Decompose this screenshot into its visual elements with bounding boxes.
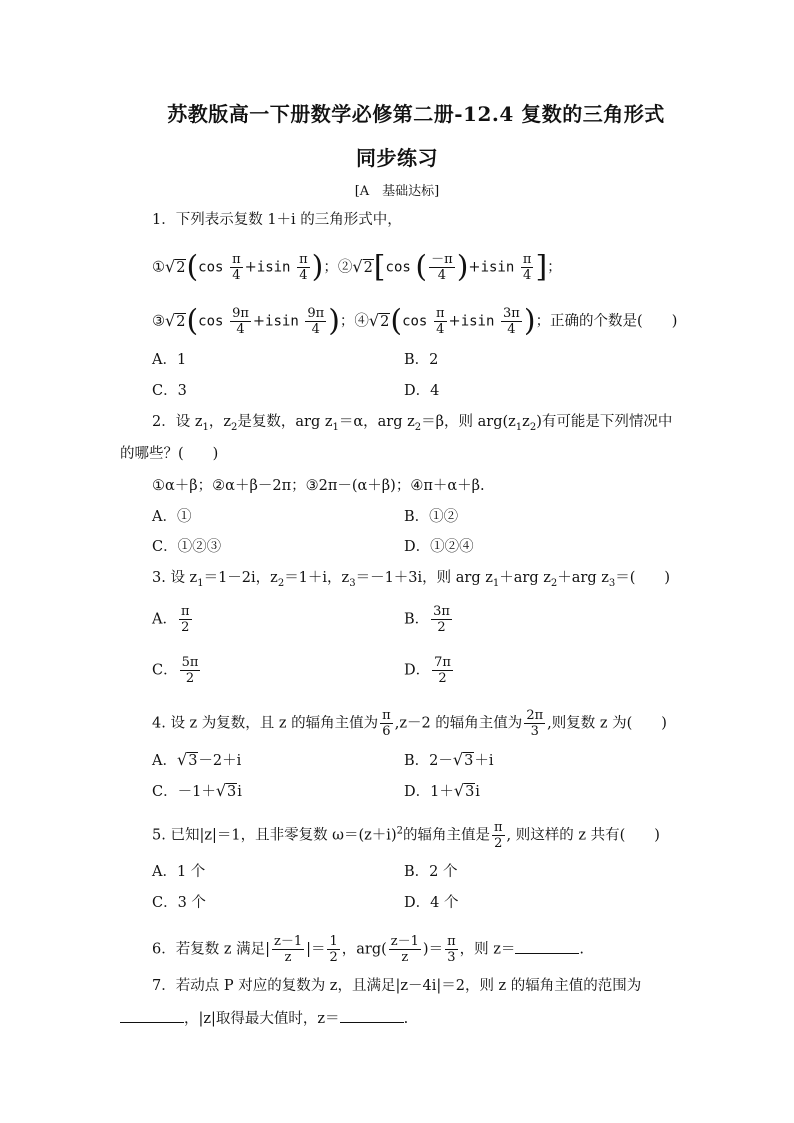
q1-option-d[interactable]: D．4 bbox=[404, 383, 440, 399]
q1-mark-3: ③ bbox=[152, 313, 165, 330]
cos-label: cos bbox=[198, 259, 224, 276]
q1-option-a[interactable]: A．1 bbox=[152, 352, 187, 368]
fraction: $\frac{3\pi}{2}$ bbox=[433, 604, 450, 635]
q7-stem-cont: ，|z|取得最大值时，z＝ . bbox=[120, 1008, 408, 1029]
q3-option-b[interactable]: B． $\frac{3\pi}{2}$ bbox=[404, 604, 450, 635]
q2-option-b[interactable]: B．①② bbox=[404, 509, 459, 525]
sqrt-3: √3 bbox=[453, 781, 475, 800]
q2-option-d[interactable]: D．①②④ bbox=[404, 539, 474, 555]
fraction: $\frac{2\pi}{3}$ bbox=[526, 708, 544, 739]
q1-mark-2: ② bbox=[337, 259, 353, 276]
fraction: $\frac{9\pi}{4}$ bbox=[232, 306, 249, 337]
fraction: $\frac{\pi}{4}$ bbox=[522, 252, 532, 283]
sqrt-3: √3 bbox=[452, 750, 474, 769]
q1-stem: 1．下列表示复数 1＋i 的三角形式中， bbox=[152, 212, 402, 228]
fraction: $\frac{3\pi}{4}$ bbox=[503, 306, 520, 337]
page-subtitle: 同步练习 bbox=[356, 146, 438, 170]
fraction: $\frac{5\pi}{2}$ bbox=[181, 655, 199, 686]
q2-stem: 2．设 $z_1$，$z_2$是复数，arg $z_1=\alpha$，arg $z_2=\beta$，则 $arg(z_1z_2)$有可能是下列情况中 bbox=[152, 414, 673, 433]
q4-option-b[interactable]: B．2－√3＋i bbox=[404, 750, 494, 769]
sqrt-2: √2 bbox=[352, 256, 373, 276]
section-label: [A 基础达标] bbox=[354, 184, 440, 199]
fraction: $\frac{7\pi}{2}$ bbox=[434, 655, 451, 686]
isin-label: isin bbox=[256, 259, 291, 276]
q3-option-d[interactable]: D． $\frac{7\pi}{2}$ bbox=[404, 655, 451, 686]
q4-stem: 4. 设 z 为复数，且 z 的辐角主值为 $\frac{\pi}{6}$ ,z－2 的辐角主值为 $\frac{2\pi}{3}$ ,则复数 z 为( ) bbox=[152, 708, 667, 739]
q1-mark-1: ① bbox=[152, 259, 165, 276]
q2-stem-cont: 的哪些？( ) bbox=[120, 446, 219, 462]
fraction: $\frac{z-1}{z}$ bbox=[390, 934, 419, 965]
q4-option-c[interactable]: C．－1＋√3i bbox=[152, 781, 242, 800]
q1-tail: ；正确的个数是( ) bbox=[535, 313, 678, 330]
sqrt-2: √2 bbox=[165, 310, 186, 330]
q6-stem: 6．若复数 z 满足| $\frac{z-1}{z}$ |＝ $\frac{1}{2}$ ，arg( $\frac{z-1}{z}$ )＝ $\frac{\pi}{3}$ ，则 z＝ . bbox=[152, 934, 584, 965]
q3-stem: 3. 设 $z_1=1-2i$，$z_2=1+i$，$z_3=-1+3i$，则 arg $z_1+arg$ $z_2+arg$ $z_3=$( ) bbox=[152, 570, 671, 589]
page-title: 苏教版高一下册数学必修第二册-12.4 复数的三角形式 bbox=[167, 102, 665, 126]
q1-mark-4: ④ bbox=[354, 313, 369, 330]
q5-option-b[interactable]: B．2 个 bbox=[404, 864, 458, 880]
q2-option-c[interactable]: C．①②③ bbox=[152, 539, 222, 555]
q7-stem: 7．若动点 P 对应的复数为 z，且满足|z－4i|＝2，则 z 的辐角主值的范围为 bbox=[152, 978, 642, 994]
fraction: $\frac{\pi}{4}$ bbox=[299, 252, 308, 283]
fraction: $\frac{\pi}{2}$ bbox=[493, 820, 503, 851]
fraction: $\frac{\pi}{4}$ bbox=[435, 306, 445, 337]
fraction: $\frac{1}{2}$ bbox=[329, 934, 338, 965]
q1-forms-row2: ③√2(cos $\frac{9\pi}{4}$ +isin $\frac{9\pi}{4}$ )；④√2(cos $\frac{\pi}{4}$ +isin $\frac{3\pi}{4}$ )；正确的个数是( ) bbox=[152, 303, 678, 339]
q4-option-a[interactable]: A．√3－2＋i bbox=[152, 750, 242, 769]
sqrt-3: √3 bbox=[176, 750, 198, 769]
q1-option-b[interactable]: B．2 bbox=[404, 352, 439, 368]
fraction: $\frac{\pi}{3}$ bbox=[447, 934, 456, 965]
q5-option-a[interactable]: A．1 个 bbox=[152, 864, 206, 880]
q5-option-c[interactable]: C．3 个 bbox=[152, 895, 206, 911]
q4-option-d[interactable]: D．1＋√3i bbox=[404, 781, 480, 800]
q5-stem: 5. 已知|z|＝1，且非零复数 $\omega=(z+i)^2$的辐角主值是 $\frac{\pi}{2}$ , 则这样的 z 共有( ) bbox=[152, 820, 660, 851]
q3-option-c[interactable]: C． $\frac{5\pi}{2}$ bbox=[152, 655, 199, 686]
answer-blank[interactable] bbox=[340, 1008, 404, 1023]
fraction: $\frac{\pi}{4}$ bbox=[232, 252, 241, 283]
fraction: $\frac{\pi}{6}$ bbox=[382, 708, 391, 739]
sqrt-2: √2 bbox=[165, 256, 186, 276]
sqrt-2: √2 bbox=[368, 310, 390, 330]
q1-forms-row1: ①√2(cos $\frac{\pi}{4}$ +isin $\frac{\pi}{4}$ )；②√2[cos ( $\frac{-\pi}{4}$ )+isin $\frac{\pi}{4}$ ]； bbox=[152, 249, 562, 285]
q2-cases: ①α＋β；②α＋β－2π；③2π－(α＋β)；④π＋α＋β. bbox=[152, 478, 485, 494]
fraction: $\frac{9\pi}{4}$ bbox=[307, 306, 325, 337]
answer-blank[interactable] bbox=[515, 939, 579, 954]
q5-option-d[interactable]: D．4 个 bbox=[404, 895, 459, 911]
fraction: $\frac{z-1}{z}$ bbox=[273, 934, 303, 965]
q3-option-a[interactable]: A． $\frac{\pi}{2}$ bbox=[152, 604, 190, 635]
q2-option-a[interactable]: A．① bbox=[152, 509, 192, 525]
answer-blank[interactable] bbox=[120, 1008, 184, 1023]
fraction: $\frac{-\pi}{4}$ bbox=[431, 252, 453, 283]
fraction: $\frac{\pi}{2}$ bbox=[180, 604, 190, 635]
sqrt-3: √3 bbox=[215, 781, 237, 800]
q1-option-c[interactable]: C．3 bbox=[152, 383, 187, 399]
